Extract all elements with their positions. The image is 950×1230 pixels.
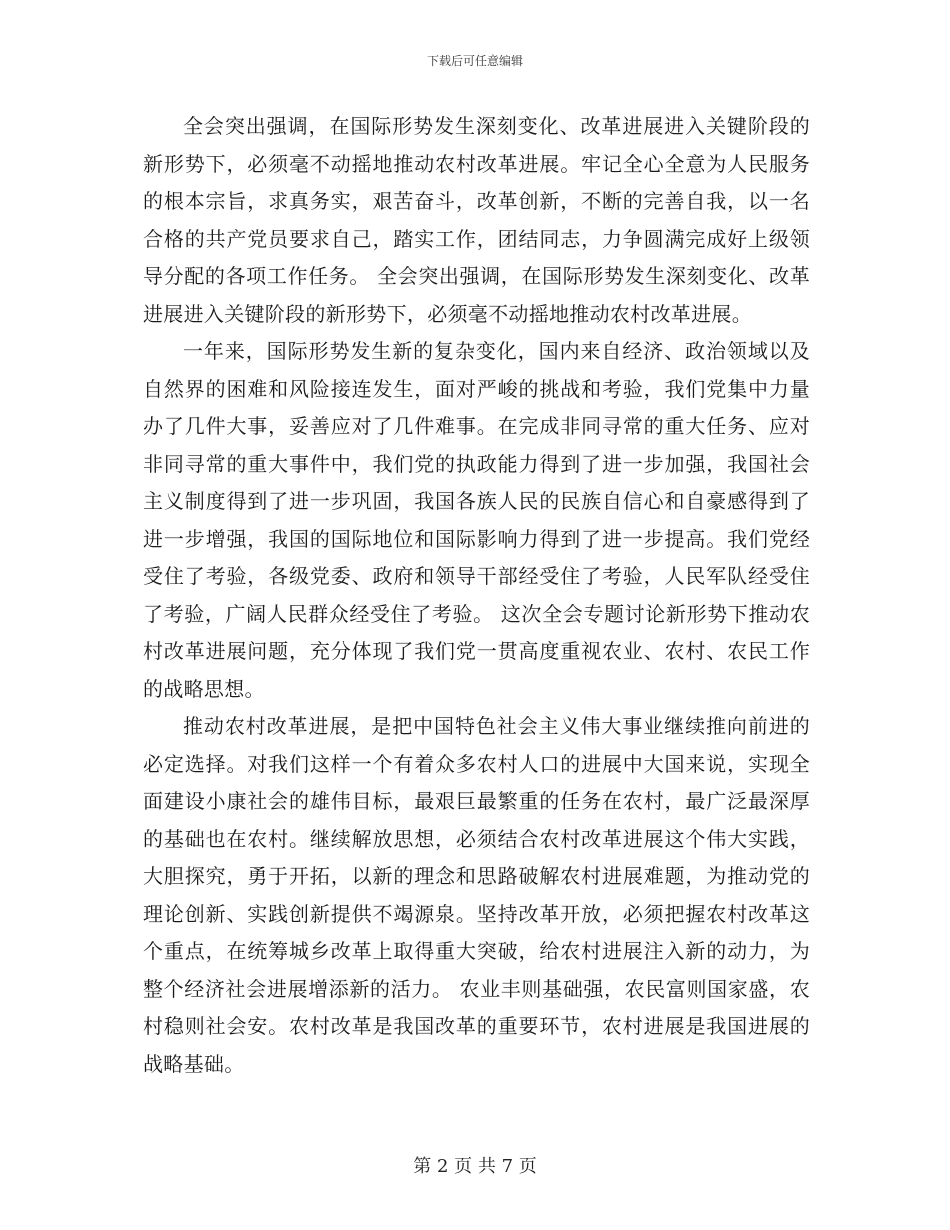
paragraph: 一年来，国际形势发生新的复杂变化，国内来自经济、政治领域以及自然界的困难和风险接连发生，面对严峻的挑战和考验，我们党集中力量办了几件大事，妥善应对了几件难事。在完成非同寻常的重大任务、应对非同寻常的重大事件中，我们党的执政能力得到了进一步加强，我国社会主义制度得到了进一步巩固，我国各族人民的民族自信心和自豪感得到了进一步增强，我国的国际地位和国际影响力得到了进一步提高。我们党经受住了考验，各级党委、政府和领导干部经受住了考验，人民军队经受住了考验，广阔人民群众经受住了考验。 这次全会专题讨论新形势下推动农村改革进展问题，充分体现了我们党一贯高度重视农业、农村、农民工作的战略思想。 [143, 339, 810, 701]
paragraph: 全会突出强调，在国际形势发生深刻变化、改革进展进入关键阶段的新形势下，必须毫不动摇地推动农村改革进展。牢记全心全意为人民服务的根本宗旨，求真务实，艰苦奋斗，改革创新，不断的完善自我，以一名合格的共产党员要求自己，踏实工作，团结同志，力争圆满完成好上级领导分配的各项工作任务。 全会突出强调，在国际形势发生深刻变化、改革进展进入关键阶段的新形势下，必须毫不动摇地推动农村改革进展。 [143, 114, 810, 326]
paragraph: 推动农村改革进展，是把中国特色社会主义伟大事业继续推向前进的必定选择。对我们这样一个有着众多农村人口的进展中大国来说，实现全面建设小康社会的雄伟目标，最艰巨最繁重的任务在农村，最广泛最深厚的基础也在农村。继续解放思想，必须结合农村改革进展这个伟大实践，大胆探究，勇于开拓，以新的理念和思路破解农村进展难题，为推动党的理论创新、实践创新提供不竭源泉。坚持改革开放，必须把握农村改革这个重点，在统筹城乡改革上取得重大突破，给农村进展注入新的动力，为整个经济社会进展增添新的活力。 农业丰则基础强，农民富则国家盛，农村稳则社会安。农村改革是我国改革的重要环节，农村进展是我国进展的战略基础。 [143, 714, 810, 1076]
page-header: 下载后可任意编辑 [426, 54, 523, 68]
document-body [143, 108, 810, 1083]
page-number-footer: 第 2 页 共 7 页 [413, 1156, 537, 1177]
